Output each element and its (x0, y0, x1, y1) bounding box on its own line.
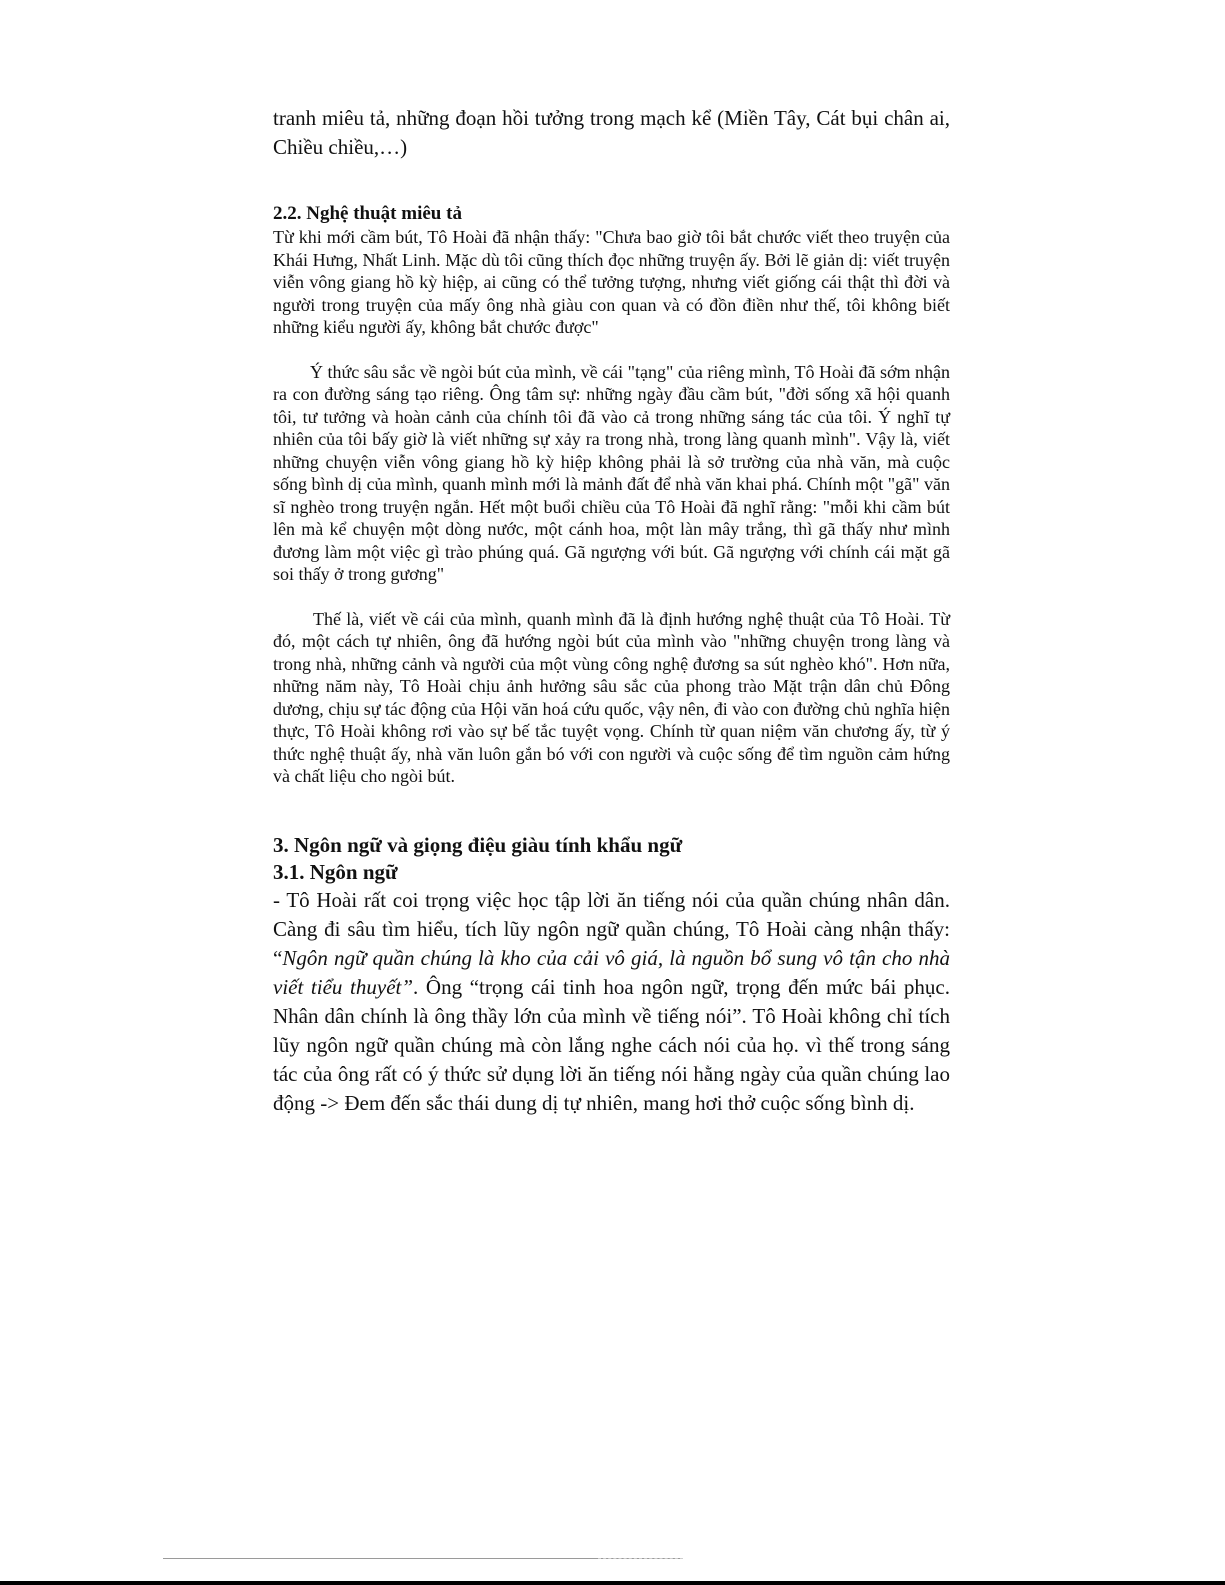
document-body (273, 104, 950, 1118)
paragraph-text-lead: - Tô Hoài rất coi trọng việc học tập lời ăn tiếng nói của quần chúng nhân dân. Càng đi sâu tìm hiểu, tích lũy ngôn ngữ quần chúng, Tô Hoài càng nhận thấy: “ (273, 887, 950, 970)
section-2-2-paragraph-3: Thế là, viết về cái của mình, quanh mình đã là định hướng nghệ thuật của Tô Hoài. Từ đó, một cách tự nhiên, ông đã hướng ngòi bút của mình vào "những chuyện trong làng và trong nhà, những cảnh và người của một vùng công nghệ đương sa sút nghèo khó". Hơn nữa, những năm này, Tô Hoài chịu ảnh hưởng sâu sắc của phong trào Mặt trận dân chủ Đông dương, chịu sự tác động của Hội văn hoá cứu quốc, vậy nên, đi vào con đường chủ nghĩa hiện thực, Tô Hoài không rơi vào sự bế tắc tuyệt vọng. Chính từ quan niệm văn chương ấy, từ ý thức nghệ thuật ấy, nhà văn luôn gắn bó với con người và cuộc sống để tìm nguồn cảm hứng và chất liệu cho ngòi bút. (273, 608, 950, 786)
spacer (273, 339, 950, 361)
intro-paragraph: tranh miêu tả, những đoạn hồi tưởng trong mạch kể (Miền Tây, Cát bụi chân ai, Chiều chiều,…) (273, 106, 950, 159)
section-3-heading: 3. Ngôn ngữ và giọng điệu giàu tính khẩu ngữ (273, 832, 683, 857)
footnote-separator-dashes (598, 1558, 683, 1559)
section-2-2-paragraph-2: Ý thức sâu sắc về ngòi bút của mình, về cái "tạng" của riêng mình, Tô Hoài đã sớm nhận ra con đường sáng tạo riêng. Ông tâm sự: những ngày đầu cầm bút, "đời sống xã hội quanh tôi, tư tưởng và hoàn cảnh của chính tôi đã vào cả trong những sáng tác của tôi. Ý nghĩ tự nhiên của tôi bấy giờ là viết những sự xảy ra trong nhà, trong làng quanh mình". Vậy là, viết những chuyện viễn vông giang hồ kỳ hiệp không phải là sở trường của nhà văn, mà cuộc sống bình dị của mình, quanh mình mới là mảnh đất để nhà văn khai phá. Chính một "gã" văn sĩ nghèo trong truyện ngắn. Hết một buổi chiều của Tô Hoài đã nghĩ rằng: "mỗi khi cầm bút lên mà kể chuyện một dòng nước, một cánh hoa, một làn mây trắng, thì gã thấy như mình đương làm một việc gì trào phúng quá. Gã ngượng với bút. Gã ngượng với chính cái mặt gã soi thấy ở trong gương" (273, 361, 950, 584)
spacer (273, 788, 950, 832)
section-3-1-paragraph (273, 886, 950, 1118)
quoted-italic-text: Ngôn ngữ quần chúng là kho của cải vô giá, là nguồn bổ sung vô tận cho nhà viết tiểu thuyết” (273, 945, 950, 999)
section-2-2-heading: 2.2. Nghệ thuật miêu tả (273, 203, 462, 224)
paragraph-text-tail: . Ông “trọng cái tinh hoa ngôn ngữ, trọng đến mức bái phục. Nhân dân chính là ông thầy lớn của mình về tiếng nói”. Tô Hoài không chỉ tích lũy ngôn ngữ quần chúng mà còn lắng nghe cách nói của họ. vì thế trong sáng tác của ông rất có ý thức sử dụng lời ăn tiếng nói hằng ngày của quần chúng lao động -> Đem đến sắc thái dung dị tự nhiên, mang hơi thở cuộc sống bình dị. (273, 974, 950, 1115)
spacer (273, 586, 950, 608)
section-2-2-paragraph-1: Từ khi mới cầm bút, Tô Hoài đã nhận thấy: "Chưa bao giờ tôi bắt chước viết theo truyện của Khái Hưng, Nhất Linh. Mặc dù tôi cũng thích đọc những truyện ấy. Bởi lẽ giản dị: viết truyện viễn vông giang hồ kỳ hiệp, ai cũng có thể tưởng tượng, nhưng viết giống cái thật thì đời và người trong truyện của mấy ông nhà giàu con quan và có đồn điền như thế, tôi không biết những kiểu người ấy, không bắt chước được" (273, 227, 950, 337)
page-bottom-border (0, 1581, 1225, 1585)
spacer (273, 162, 950, 202)
section-3-1-heading: 3.1. Ngôn ngữ (273, 859, 398, 884)
